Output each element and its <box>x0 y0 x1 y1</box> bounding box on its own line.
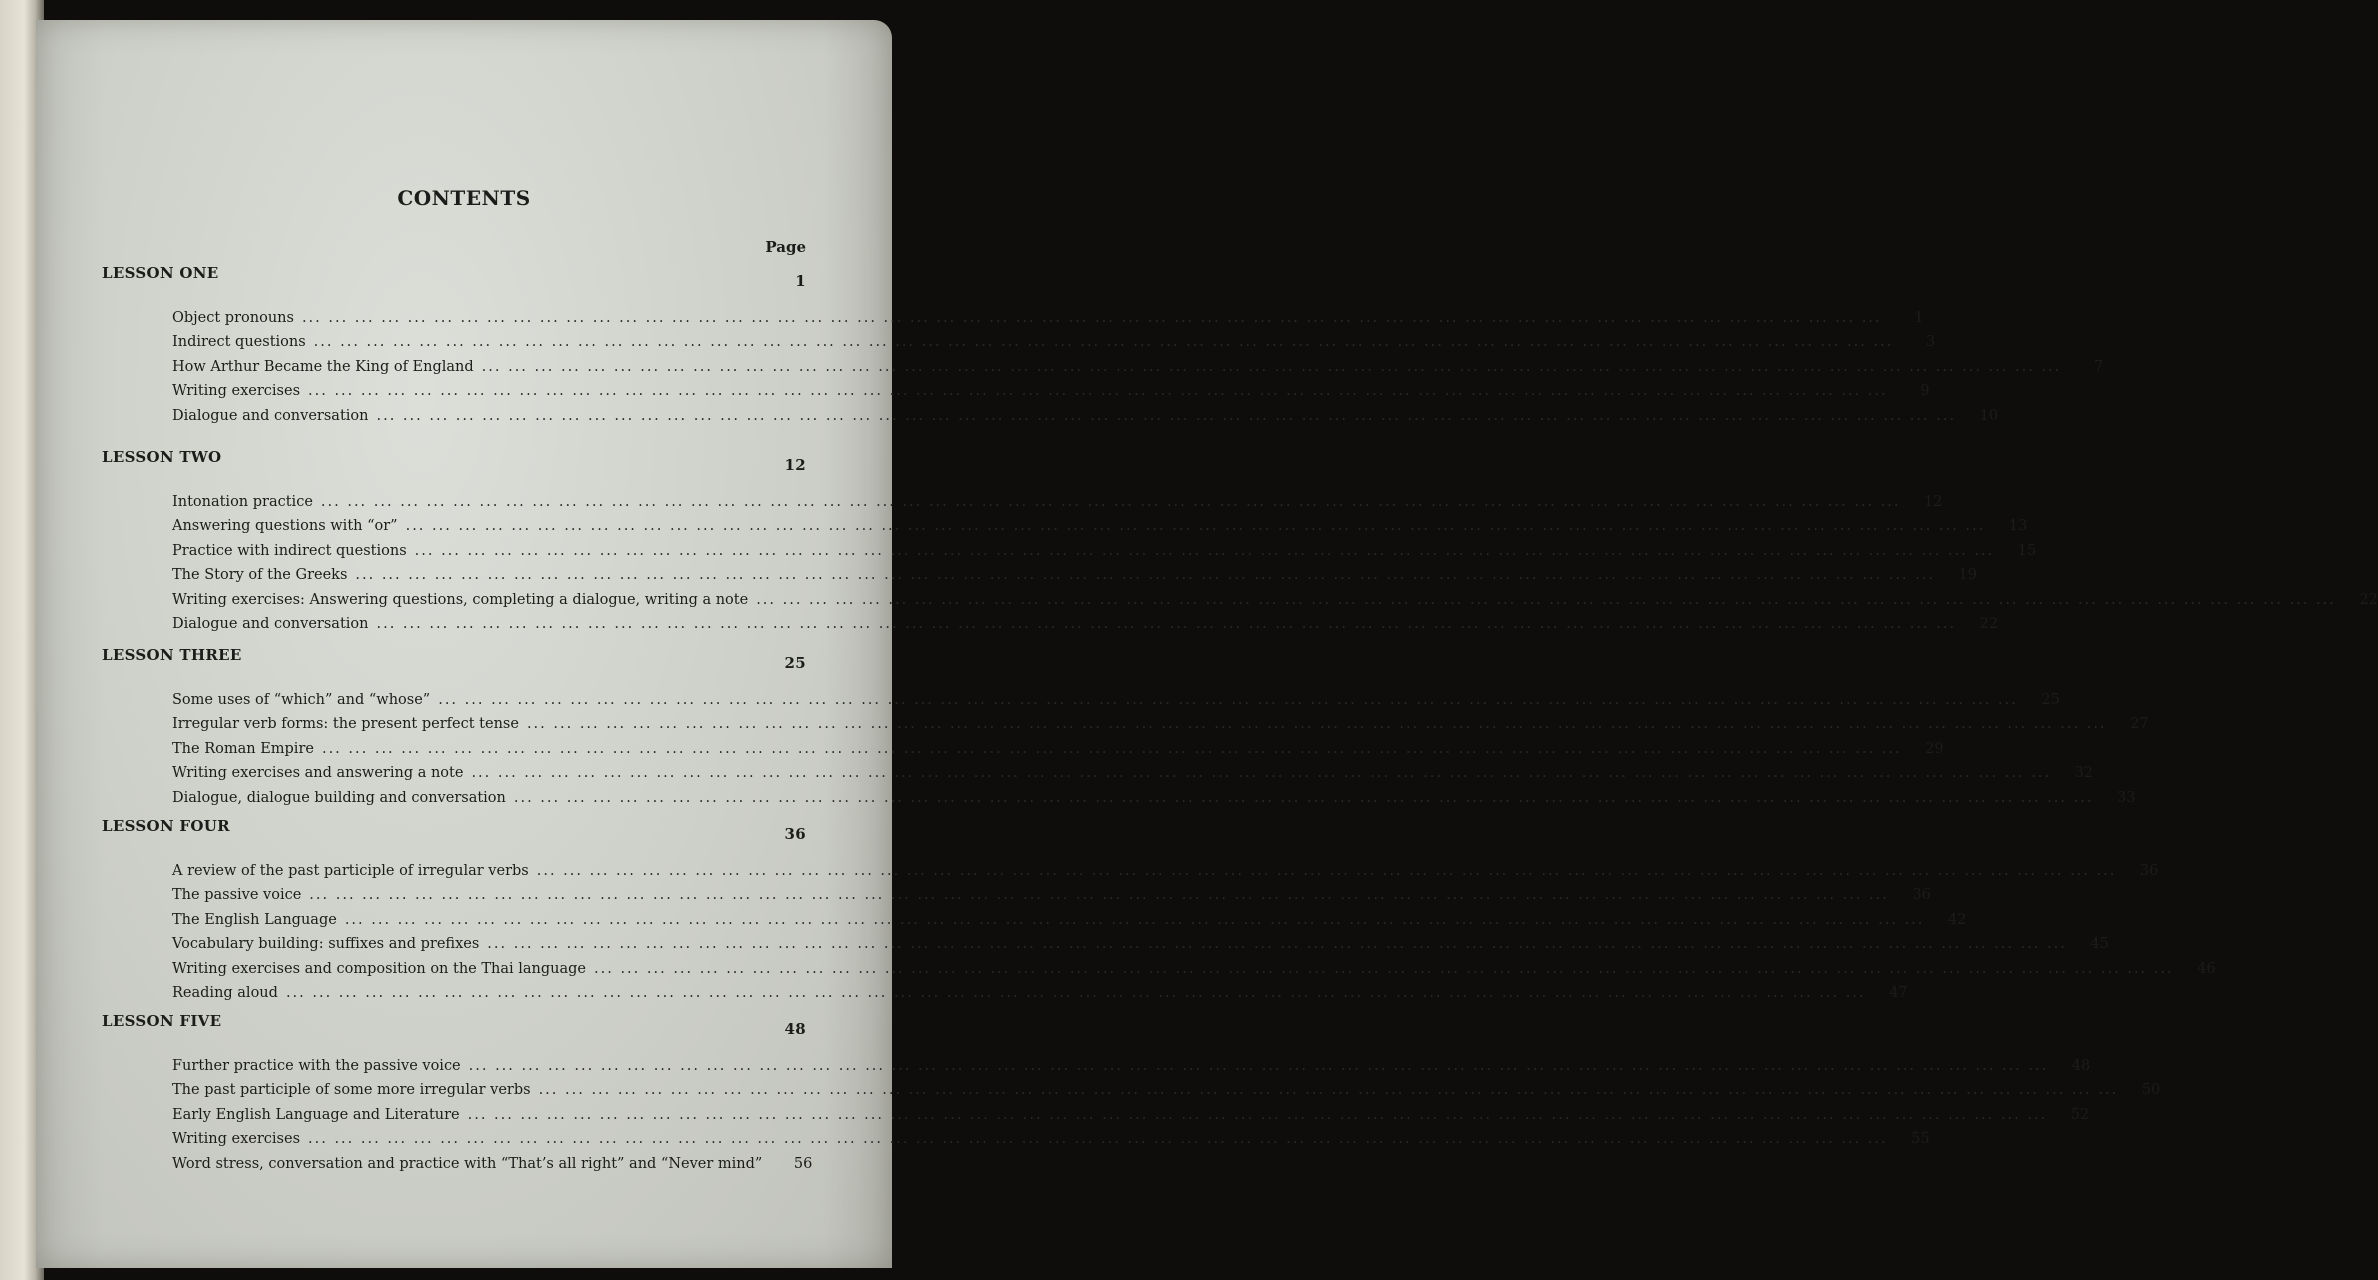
dot-leader: ... ... ... ... ... ... ... ... ... ... ... ... ... ... ... ... ... ... ... ... ... ... ... ... ... ... ... ... ... ... ... ... ... ... ... ... ... ... ... ... ... ... ... ... ... ... ... ... ... ... ... ... ... ... ... ... ... ... ... ... <box>468 1058 2049 1074</box>
lesson-name: LESSON FIVE <box>102 1012 222 1030</box>
toc-entry <box>102 911 1967 936</box>
entry-title: The Story of the Greeks <box>172 567 348 584</box>
entry-page-number: 22 <box>1979 615 1999 632</box>
entry-title: Reading aloud <box>172 984 278 1001</box>
toc-entry <box>102 716 2149 740</box>
lesson-entries <box>102 310 2104 432</box>
lesson-entries <box>102 863 2216 1009</box>
dot-leader: ... ... ... ... ... ... ... ... ... ... ... ... ... ... ... ... ... ... ... ... ... ... ... ... ... ... ... ... ... ... ... ... ... ... ... ... ... ... ... ... ... ... ... ... ... ... ... ... ... ... ... ... ... ... ... ... ... ... ... ... <box>536 863 2117 879</box>
entry-title: Irregular verb forms: the present perfect tense <box>172 716 519 733</box>
entry-page-number: 32 <box>2074 765 2094 782</box>
toc-entry <box>102 567 1977 591</box>
toc-entry <box>102 542 2037 567</box>
entry-page-number: 1 <box>1914 310 1924 326</box>
entry-title: The passive voice <box>172 887 302 904</box>
entry-title: Practice with indirect questions <box>172 542 407 559</box>
entry-title: Intonation practice <box>172 494 313 510</box>
entry-page-number: 36 <box>1912 887 1931 904</box>
lesson-page-number: 36 <box>784 825 806 843</box>
lesson-name: LESSON ONE <box>102 264 219 282</box>
dot-leader: ... ... ... ... ... ... ... ... ... ... ... ... ... ... ... ... ... ... ... ... ... ... ... ... ... ... ... ... ... ... ... ... ... ... ... ... ... ... ... ... ... ... ... ... ... ... ... ... ... ... ... ... ... ... ... ... ... ... ... ... <box>594 960 2174 977</box>
dot-leader: ... ... ... ... ... ... ... ... ... ... ... ... ... ... ... ... ... ... ... ... ... ... ... ... ... ... ... ... ... ... ... ... ... ... ... ... ... ... ... ... ... ... ... ... ... ... ... ... ... ... ... ... ... ... ... ... ... ... ... ... <box>487 936 2067 953</box>
lesson-heading <box>102 817 806 843</box>
toc-entry <box>102 740 1944 765</box>
lesson-five-section <box>102 1012 2161 1180</box>
dot-leader: ... ... ... ... ... ... ... ... ... ... ... ... ... ... ... ... ... ... ... ... ... ... ... ... ... ... ... ... ... ... ... ... ... ... ... ... ... ... ... ... ... ... ... ... ... ... ... ... ... ... ... ... ... ... ... ... ... ... ... ... <box>309 887 1889 904</box>
contents-page <box>36 20 2378 1268</box>
lesson-page-number: 25 <box>784 654 806 672</box>
toc-entry <box>102 407 1999 432</box>
toc-entry <box>102 615 1999 640</box>
toc-entry <box>102 863 2159 887</box>
toc-entry <box>102 960 2216 985</box>
toc-entry <box>102 518 2028 542</box>
entry-title: Dialogue and conversation <box>172 407 369 424</box>
toc-entry <box>102 1082 2161 1106</box>
toc-entry <box>102 334 1936 358</box>
dot-leader: ... ... ... ... ... ... ... ... ... ... ... ... ... ... ... ... ... ... ... ... ... ... ... ... ... ... ... ... ... ... ... ... ... ... ... ... ... ... ... ... ... ... ... ... ... ... ... ... ... ... ... ... ... ... ... ... ... ... ... ... <box>321 740 1902 757</box>
entry-title: Writing exercises: Answering questions, completing a dialogue, writing a note <box>172 591 749 608</box>
page-title: CONTENTS <box>397 186 531 210</box>
entry-title: The Roman Empire <box>172 740 314 757</box>
dot-leader: ... ... ... ... ... ... ... ... ... ... ... ... ... ... ... ... ... ... ... ... ... ... ... ... ... ... ... ... ... ... ... ... ... ... ... ... ... ... ... ... ... ... ... ... ... ... ... ... ... ... ... ... ... ... ... ... ... ... ... ... <box>471 765 2052 782</box>
dot-leader: ... ... ... ... ... ... ... ... ... ... ... ... ... ... ... ... ... ... ... ... ... ... ... ... ... ... ... ... ... ... ... ... ... ... ... ... ... ... ... ... ... ... ... ... ... ... ... ... ... ... ... ... ... ... ... ... ... ... ... ... <box>320 494 1901 510</box>
lesson-entries <box>102 692 2149 814</box>
entry-title: Indirect questions <box>172 334 306 351</box>
lesson-name: LESSON TWO <box>102 448 222 466</box>
entry-title: Writing exercises and answering a note <box>172 765 464 782</box>
toc-entry <box>102 1058 2091 1082</box>
page-column-header: Page <box>765 238 806 256</box>
dot-leader: ... ... ... ... ... ... ... ... ... ... ... ... ... ... ... ... ... ... ... ... ... ... ... ... ... ... ... ... ... ... ... ... ... ... ... ... ... ... ... ... ... ... ... ... ... ... ... ... ... ... ... ... ... ... ... ... ... ... ... ... <box>376 407 1957 424</box>
toc-entry <box>102 1131 1930 1155</box>
entry-page-number: 3 <box>1926 334 1936 351</box>
dot-leader: ... ... ... ... ... ... ... ... ... ... ... ... ... ... ... ... ... ... ... ... ... ... ... ... ... ... ... ... ... ... ... ... ... ... ... ... ... ... ... ... ... ... ... ... ... ... ... ... ... ... ... ... ... ... ... ... ... ... ... ... <box>355 567 1935 584</box>
entry-title: Dialogue, dialogue building and conversation <box>172 789 506 806</box>
toc-entry <box>102 692 2060 716</box>
entry-title: Vocabulary building: suffixes and prefixes <box>172 936 480 953</box>
lesson-page-number: 12 <box>784 456 806 474</box>
entry-page-number: 9 <box>1920 383 1930 400</box>
entry-title: Dialogue and conversation <box>172 615 369 632</box>
entry-title: Some uses of “which” and “whose” <box>172 692 431 708</box>
toc-entry <box>102 494 1943 518</box>
lesson-name: LESSON FOUR <box>102 817 230 835</box>
lesson-heading <box>102 646 806 672</box>
entry-title: Word stress, conversation and practice with “That’s all right” and “Never mind” <box>172 1155 763 1172</box>
toc-entry <box>102 984 1908 1009</box>
entry-page-number: 33 <box>2117 789 2136 806</box>
lesson-entries <box>102 1058 2161 1180</box>
entry-title: Writing exercises <box>172 383 301 400</box>
dot-leader: ... ... ... ... ... ... ... ... ... ... ... ... ... ... ... ... ... ... ... ... ... ... ... ... ... ... ... ... ... ... ... ... ... ... ... ... ... ... ... ... ... ... ... ... ... ... ... ... ... ... ... ... ... ... ... ... ... ... ... ... <box>285 984 1866 1001</box>
toc-entry <box>102 1106 2090 1131</box>
toc-entry <box>102 887 1931 911</box>
dot-leader: ... ... ... ... ... ... ... ... ... ... ... ... ... ... ... ... ... ... ... ... ... ... ... ... ... ... ... ... ... ... ... ... ... ... ... ... ... ... ... ... ... ... ... ... ... ... ... ... ... ... ... ... ... ... ... ... ... ... ... ... <box>313 334 1894 351</box>
dot-leader: ... ... ... ... ... ... ... ... ... ... ... ... ... ... ... ... ... ... ... ... ... ... ... ... ... ... ... ... ... ... ... ... ... ... ... ... ... ... ... ... ... ... ... ... ... ... ... ... ... ... ... ... ... ... ... ... ... ... ... ... <box>538 1082 2119 1099</box>
lesson-four-section <box>102 817 2216 1009</box>
entry-title: The English Language <box>172 911 337 928</box>
entry-page-number: 45 <box>2090 936 2109 953</box>
lesson-page-number: 48 <box>784 1020 806 1038</box>
toc-entry <box>102 1155 813 1180</box>
dot-leader: ... ... ... ... ... ... ... ... ... ... ... ... ... ... ... ... ... ... ... ... ... ... ... ... ... ... ... ... ... ... ... ... ... ... ... ... ... ... ... ... ... ... ... ... ... ... ... ... ... ... ... ... ... ... ... ... ... ... ... ... <box>344 911 1925 928</box>
lesson-heading <box>102 264 806 290</box>
entry-page-number: 36 <box>2139 863 2159 879</box>
entry-page-number: 12 <box>1924 494 1943 510</box>
dot-leader: ... ... ... ... ... ... ... ... ... ... ... ... ... ... ... ... ... ... ... ... ... ... ... ... ... ... ... ... ... ... ... ... ... ... ... ... ... ... ... ... ... ... ... ... ... ... ... ... ... ... ... ... ... ... ... ... ... ... ... ... <box>756 591 2336 608</box>
entry-title: Further practice with the passive voice <box>172 1058 461 1074</box>
entry-title: Writing exercises and composition on the Thai language <box>172 960 587 977</box>
entry-page-number: 55 <box>1911 1131 1930 1148</box>
toc-entry <box>102 591 2378 616</box>
lesson-entries <box>102 494 2378 640</box>
lesson-three-section <box>102 646 2149 814</box>
entry-title: Early English Language and Literature <box>172 1106 460 1123</box>
toc-entry <box>102 358 2104 383</box>
entry-page-number: 56 <box>793 1155 813 1172</box>
dot-leader: ... ... ... ... ... ... ... ... ... ... ... ... ... ... ... ... ... ... ... ... ... ... ... ... ... ... ... ... ... ... ... ... ... ... ... ... ... ... ... ... ... ... ... ... ... ... ... ... ... ... ... ... ... ... ... ... ... ... ... ... <box>414 542 1995 559</box>
dot-leader: ... ... ... ... ... ... ... ... ... ... ... ... ... ... ... ... ... ... ... ... ... ... ... ... ... ... ... ... ... ... ... ... ... ... ... ... ... ... ... ... ... ... ... ... ... ... ... ... ... ... ... ... ... ... ... ... ... ... ... ... <box>308 383 1888 400</box>
dot-leader: ... ... ... ... ... ... ... ... ... ... ... ... ... ... ... ... ... ... ... ... ... ... ... ... ... ... ... ... ... ... ... ... ... ... ... ... ... ... ... ... ... ... ... ... ... ... ... ... ... ... ... ... ... ... ... ... ... ... ... ... <box>376 615 1957 632</box>
toc-entry <box>102 310 1924 334</box>
entry-page-number: 29 <box>1925 740 1944 757</box>
entry-page-number: 25 <box>2041 692 2060 708</box>
dot-leader: ... ... ... ... ... ... ... ... ... ... ... ... ... ... ... ... ... ... ... ... ... ... ... ... ... ... ... ... ... ... ... ... ... ... ... ... ... ... ... ... ... ... ... ... ... ... ... ... ... ... ... ... ... ... ... ... ... ... ... ... <box>438 692 2018 708</box>
toc-entry <box>102 765 2094 789</box>
entry-page-number: 46 <box>2197 960 2216 977</box>
lesson-name: LESSON THREE <box>102 646 242 664</box>
entry-page-number: 10 <box>1979 407 1999 424</box>
entry-title: How Arthur Became the King of England <box>172 358 474 375</box>
lesson-page-number: 1 <box>795 272 806 290</box>
dot-leader: ... ... ... ... ... ... ... ... ... ... ... ... ... ... ... ... ... ... ... ... ... ... ... ... ... ... ... ... ... ... ... ... ... ... ... ... ... ... ... ... ... ... ... ... ... ... ... ... ... ... ... ... ... ... ... ... ... ... ... ... <box>405 518 1986 535</box>
entry-page-number: 42 <box>1947 911 1967 928</box>
entry-title: A review of the past participle of irregular verbs <box>172 863 529 879</box>
lesson-one-section <box>102 264 2104 432</box>
toc-entry <box>102 789 2136 814</box>
dot-leader: ... ... ... ... ... ... ... ... ... ... ... ... ... ... ... ... ... ... ... ... ... ... ... ... ... ... ... ... ... ... ... ... ... ... ... ... ... ... ... ... ... ... ... ... ... ... ... ... ... ... ... ... ... ... ... ... ... ... ... ... <box>308 1131 1888 1148</box>
dot-leader: ... ... ... ... ... ... ... ... ... ... ... ... ... ... ... ... ... ... ... ... ... ... ... ... ... ... ... ... ... ... ... ... ... ... ... ... ... ... ... ... ... ... ... ... ... ... ... ... ... ... ... ... ... ... ... ... ... ... ... ... <box>526 716 2107 733</box>
lesson-heading <box>102 1012 806 1038</box>
dot-leader: ... ... ... ... ... ... ... ... ... ... ... ... ... ... ... ... ... ... ... ... ... ... ... ... ... ... ... ... ... ... ... ... ... ... ... ... ... ... ... ... ... ... ... ... ... ... ... ... ... ... ... ... ... ... ... ... ... ... ... ... <box>513 789 2094 806</box>
toc-entry <box>102 383 1930 407</box>
entry-title: Writing exercises <box>172 1131 301 1148</box>
entry-page-number: 22 <box>2359 591 2378 608</box>
entry-page-number: 52 <box>2070 1106 2090 1123</box>
dot-leader: ... ... ... ... ... ... ... ... ... ... ... ... ... ... ... ... ... ... ... ... ... ... ... ... ... ... ... ... ... ... ... ... ... ... ... ... ... ... ... ... ... ... ... ... ... ... ... ... ... ... ... ... ... ... ... ... ... ... ... ... <box>467 1106 2048 1123</box>
entry-page-number: 13 <box>2008 518 2028 535</box>
entry-page-number: 15 <box>2017 542 2037 559</box>
lesson-heading <box>102 448 806 474</box>
entry-page-number: 50 <box>2141 1082 2161 1099</box>
entry-title: The past participle of some more irregular verbs <box>172 1082 531 1099</box>
entry-page-number: 19 <box>1958 567 1977 584</box>
dot-leader: ... ... ... ... ... ... ... ... ... ... ... ... ... ... ... ... ... ... ... ... ... ... ... ... ... ... ... ... ... ... ... ... ... ... ... ... ... ... ... ... ... ... ... ... ... ... ... ... ... ... ... ... ... ... ... ... ... ... ... ... <box>481 358 2062 375</box>
dot-leader: ... ... ... ... ... ... ... ... ... ... ... ... ... ... ... ... ... ... ... ... ... ... ... ... ... ... ... ... ... ... ... ... ... ... ... ... ... ... ... ... ... ... ... ... ... ... ... ... ... ... ... ... ... ... ... ... ... ... ... ... <box>301 310 1882 326</box>
entry-title: Answering questions with “or” <box>172 518 398 535</box>
toc-entry <box>102 936 2109 960</box>
lesson-two-section <box>102 448 2378 640</box>
entry-page-number: 48 <box>2071 1058 2091 1074</box>
entry-page-number: 47 <box>1889 984 1908 1001</box>
entry-title: Object pronouns <box>172 310 294 326</box>
entry-page-number: 7 <box>2094 358 2104 375</box>
entry-page-number: 27 <box>2130 716 2149 733</box>
